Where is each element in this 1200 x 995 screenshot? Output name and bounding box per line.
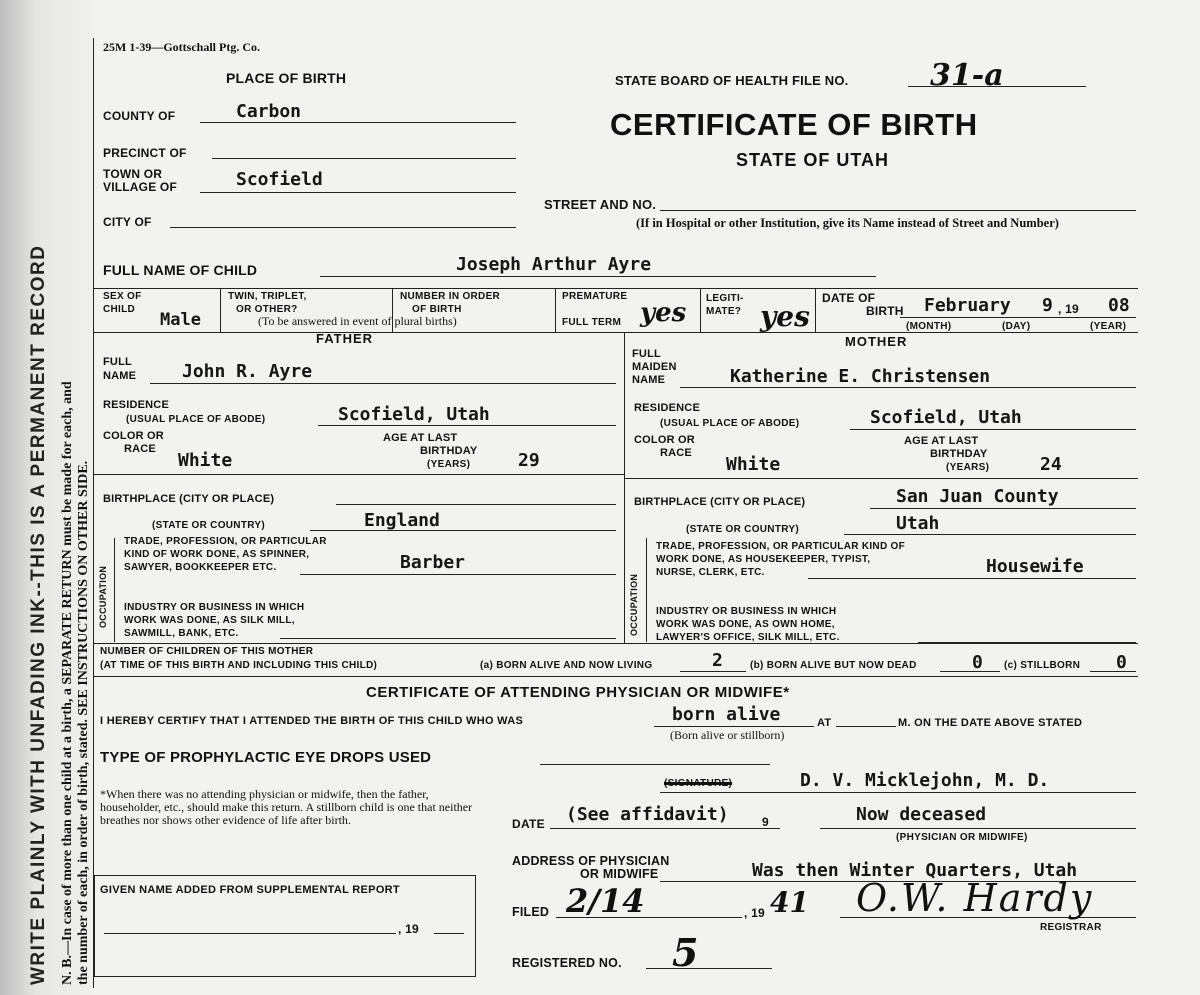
date-of-birth-label-1: DATE OF [822,291,876,305]
birth-year-value: 08 [1108,295,1130,316]
father-industry-line [280,638,616,639]
father-age-label-1: AGE AT LAST [383,432,458,444]
father-age-value: 29 [518,450,540,471]
mother-age-label-3: (YEARS) [946,462,990,473]
father-age-label-3: (YEARS) [427,459,471,470]
file-number-value: 31-a [930,58,1004,93]
mother-industry-label-1: INDUSTRY OR BUSINESS IN WHICH [656,606,837,617]
child-row-top-border [93,288,1138,289]
mother-color-bottom-border [624,478,1138,479]
precinct-line [212,158,516,159]
supplemental-year-prefix: , 19 [398,922,419,936]
address-label-2: OR MIDWIFE [580,867,659,881]
mother-color-value: White [726,454,781,475]
father-occupation-divider [114,538,115,642]
eye-drops-line [540,764,770,765]
number-divider [555,288,556,332]
sex-value: Male [160,310,201,330]
date-of-birth-line [900,317,1136,318]
children-label-2: (AT TIME OF THIS BIRTH AND INCLUDING THIS CHILD) [100,660,378,671]
supplemental-report-title: GIVEN NAME ADDED FROM SUPPLEMENTAL REPORT [100,884,400,896]
physician-role-label: (PHYSICIAN OR MIDWIFE) [896,832,1028,843]
father-birthplace-label: BIRTHPLACE (CITY OR PLACE) [103,493,275,505]
father-color-label-1: COLOR OR [103,430,164,442]
father-residence-line [318,425,616,426]
filed-label: FILED [512,905,550,919]
county-label: COUNTY OF [103,109,176,123]
physician-date-line [550,828,780,829]
certificate-title: CERTIFICATE OF BIRTH [610,107,978,142]
children-dead-label: (b) BORN ALIVE BUT NOW DEAD [750,660,917,671]
mother-full-label: FULL [632,348,661,360]
father-residence-label: RESIDENCE [103,399,169,411]
address-label-1: ADDRESS OF PHYSICIAN [512,854,670,868]
place-of-birth-header: PLACE OF BIRTH [226,70,347,86]
father-state-label: (STATE OR COUNTRY) [152,520,265,531]
county-line [200,122,516,123]
street-line [660,210,1136,211]
father-industry-label-3: SAWMILL, BANK, ETC. [124,628,239,639]
parents-center-divider [624,332,625,643]
children-stillborn-label: (c) STILLBORN [1004,660,1081,671]
town-label-1: TOWN OR [103,167,163,181]
registered-number-label: REGISTERED NO. [512,956,622,970]
full-term-value: yes [640,298,687,328]
father-trade-value: Barber [400,552,466,573]
child-name-label: FULL NAME OF CHILD [103,262,258,278]
father-trade-line [300,574,616,575]
father-age-label-2: BIRTHDAY [420,445,478,457]
mother-residence-line [850,429,1136,430]
birth-day-value: 9 [1042,295,1053,316]
supplemental-year-line [434,933,464,934]
town-value: Scofield [236,169,323,190]
mother-age-label-2: BIRTHDAY [930,448,988,460]
father-occupation-side-label: OCCUPATION [98,565,108,628]
physician-signature-value: D. V. Micklejohn, M. D. [800,770,1050,791]
mother-birthplace-line [870,508,1136,509]
mother-trade-line [808,578,1136,579]
mother-color-label-2: RACE [660,447,692,459]
father-trade-label-2: KIND OF WORK DONE, AS SPINNER, [124,549,310,560]
registrar-label: REGISTRAR [1040,922,1102,933]
number-order-label-1: NUMBER IN ORDER [400,291,501,302]
children-dead-line [940,671,1000,672]
mother-birthplace-label: BIRTHPLACE (CITY OR PLACE) [634,496,806,508]
city-label: CITY OF [103,215,152,229]
number-order-label-2: OF BIRTH [412,304,462,315]
left-border-line [93,38,94,988]
father-residence-value: Scofield, Utah [338,404,490,425]
certify-line [654,726,814,727]
mother-occupation-side-label: OCCUPATION [629,573,639,636]
street-note: (If in Hospital or other Institution, give its Name instead of Street and Number) [636,216,1059,230]
father-color-value: White [178,450,233,471]
county-value: Carbon [236,101,302,122]
printer-line: 25M 1-39—Gottschall Ptg. Co. [103,40,260,54]
sex-divider [220,288,221,332]
mother-name-value: Katherine E. Christensen [730,366,991,387]
certify-value: born alive [672,704,781,725]
mother-maiden-label: MAIDEN [632,361,677,373]
children-dead-value: 0 [972,652,983,673]
town-line [200,192,516,193]
mother-industry-label-3: LAWYER'S OFFICE, SILK MILL, ETC. [656,632,840,643]
city-line [170,227,516,228]
legitimate-label-1: LEGITI- [706,293,744,304]
sex-label-1: SEX OF [103,291,142,302]
day-caption: (DAY) [1002,321,1031,332]
mother-abode-label: (USUAL PLACE OF ABODE) [660,418,800,429]
father-name-value: John R. Ayre [182,361,313,382]
mother-color-label-1: COLOR OR [634,434,695,446]
parents-top-border [93,332,1138,333]
mother-trade-label-3: NURSE, CLERK, ETC. [656,567,765,578]
plural-births-note: (To be answered in event of plural births) [258,314,457,328]
address-value: Was then Winter Quarters, Utah [752,860,1078,881]
at-line [836,726,896,727]
mother-industry-label-2: WORK WAS DONE, AS OWN HOME, [656,619,835,630]
children-label-1: NUMBER OF CHILDREN OF THIS MOTHER [100,646,314,657]
eye-drops-label: TYPE OF PROPHYLACTIC EYE DROPS USED [100,749,432,766]
mother-occupation-divider [646,538,647,642]
father-state-line [310,530,616,531]
father-trade-label-3: SAWYER, BOOKKEEPER ETC. [124,562,277,573]
father-abode-label: (USUAL PLACE OF ABODE) [126,414,266,425]
mother-name-label: NAME [632,374,666,386]
at-label: AT [817,717,832,729]
children-stillborn-value: 0 [1116,652,1127,673]
legitimate-label-2: MATE? [706,306,742,317]
margin-note-line2: the number of each, in order of birth, stated. SEE INSTRUCTIONS ON OTHER SIDE. [76,460,91,985]
mother-trade-label-2: WORK DONE, AS HOUSEKEEPER, TYPIST, [656,554,871,565]
mother-residence-label: RESIDENCE [634,402,700,414]
registered-number-line [646,968,772,969]
on-date-label: M. ON THE DATE ABOVE STATED [898,717,1083,729]
premature-label: PREMATURE [562,291,628,302]
margin-warning-text: WRITE PLAINLY WITH UNFADING INK--THIS IS A PERMANENT RECORD [28,244,49,985]
child-name-line [320,276,876,277]
mother-name-line [680,387,1136,388]
supplemental-line [104,933,396,934]
town-label-2: VILLAGE OF [103,180,177,194]
mother-header: MOTHER [845,334,908,349]
mother-trade-label-1: TRADE, PROFESSION, OR PARTICULAR KIND OF [656,541,906,552]
father-color-label-2: RACE [124,443,156,455]
physician-date-value: (See affidavit) [566,804,729,825]
full-term-label: FULL TERM [562,317,622,328]
father-name-line [150,383,616,384]
legitimate-value: yes [760,300,810,333]
precinct-label: PRECINCT OF [103,146,187,160]
mother-age-label-1: AGE AT LAST [904,435,979,447]
file-number-label: STATE BOARD OF HEALTH FILE NO. [615,73,849,88]
mother-state-line [844,534,1136,535]
twin-label-1: TWIN, TRIPLET, [228,291,307,302]
birth-month-value: February [924,295,1011,316]
father-birthplace-line [336,504,616,505]
birth-year-prefix: , 19 [1058,302,1079,316]
father-industry-label-1: INDUSTRY OR BUSINESS IN WHICH [124,602,305,613]
street-label: STREET AND NO. [544,197,657,212]
child-name-value: Joseph Arthur Ayre [456,254,652,275]
deceased-value: Now deceased [856,804,987,825]
father-industry-label-2: WORK WAS DONE, AS SILK MILL, [124,615,295,626]
father-full-label: FULL [103,356,132,368]
signature-label-struck: (SIGNATURE) [664,778,733,789]
filed-year-prefix: , 19 [744,906,765,920]
mother-birthplace-value: San Juan County [896,486,1059,507]
mother-residence-value: Scofield, Utah [870,407,1022,428]
physician-footnote: *When there was no attending physician or midwife, then the father, householder, etc., should make this return. A stillborn child is one that neither breathes nor shows other evidence of life after birth. [100,787,473,827]
filed-value: 2/14 [566,882,645,920]
father-header: FATHER [316,331,374,346]
registered-number-value: 5 [672,930,699,975]
mother-age-value: 24 [1040,454,1062,475]
born-alive-note: (Born alive or stillborn) [670,728,785,742]
registrar-signature: O.W. Hardy [856,876,1094,920]
children-living-line [680,671,746,672]
twin-label-2: OR OTHER? [236,304,298,315]
father-state-value: England [364,510,440,531]
father-trade-label-1: TRADE, PROFESSION, OR PARTICULAR [124,536,327,547]
margin-note-line1: N. B.—In case of more than one child at a birth, a SEPARATE RETURN must be made for each, and [60,381,75,985]
children-bottom-border [93,676,1138,677]
sex-label-2: CHILD [103,304,136,315]
deceased-line [820,828,1136,829]
father-name-label: NAME [103,370,137,382]
physician-certificate-header: CERTIFICATE OF ATTENDING PHYSICIAN OR MIDWIFE* [366,684,790,701]
mother-state-value: Utah [896,513,940,534]
children-stillborn-line [1090,671,1136,672]
physician-date-label: DATE [512,817,545,831]
filed-year-value: 41 [770,886,809,919]
state-heading: STATE OF UTAH [736,150,889,170]
children-living-label: (a) BORN ALIVE AND NOW LIVING [480,660,653,671]
mother-state-label: (STATE OR COUNTRY) [686,524,799,535]
date-of-birth-label-2: BIRTH [866,304,904,318]
children-living-value: 2 [712,650,723,671]
signature-line [660,792,1136,793]
month-caption: (MONTH) [906,321,952,332]
mother-trade-value: Housewife [986,556,1084,577]
premature-divider [700,288,701,332]
children-top-border [93,643,1138,644]
father-color-bottom-border [93,474,624,475]
certify-text: I HEREBY CERTIFY THAT I ATTENDED THE BIRTH OF THIS CHILD WHO WAS [100,715,524,727]
legit-divider [815,288,816,332]
year-caption: (YEAR) [1090,321,1127,332]
physician-date-suffix: 9 [762,815,769,829]
